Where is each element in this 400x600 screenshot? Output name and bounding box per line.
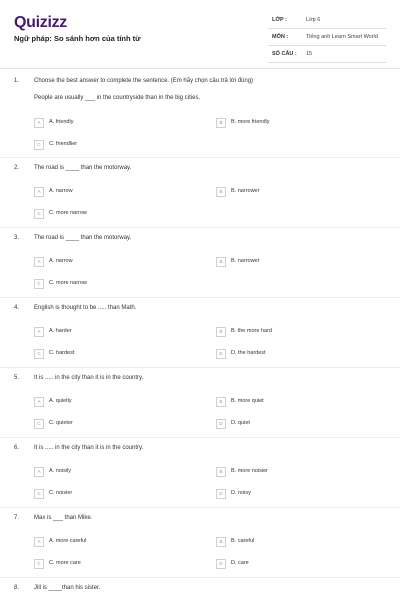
meta-value: Tiếng anh Learn Smart World bbox=[306, 34, 378, 40]
option-letter-box: B bbox=[216, 118, 226, 128]
meta-key: LỚP : bbox=[272, 17, 287, 23]
question-text: Jill is ____than his sister. bbox=[34, 585, 101, 591]
question-number: 3. bbox=[14, 235, 20, 241]
option-letter-box: C bbox=[34, 349, 44, 359]
option-letter-box: B bbox=[216, 257, 226, 267]
option-text: D. quiet bbox=[231, 420, 250, 426]
option-letter-box: A bbox=[34, 397, 44, 407]
option-letter-box: C bbox=[34, 489, 44, 499]
option-text: B. more noisier bbox=[231, 468, 268, 474]
option-letter-box: C bbox=[34, 209, 44, 219]
question-text: English is thought to be ..... than Math. bbox=[34, 305, 137, 311]
question-sentence: People are usually ___ in the countryside than in the big cities. bbox=[34, 95, 201, 101]
option-text: A. more careful bbox=[49, 538, 87, 544]
question-number: 4. bbox=[14, 305, 20, 311]
option-letter-box: C bbox=[34, 559, 44, 569]
option-letter-box: C bbox=[34, 419, 44, 429]
option-letter-box: A bbox=[34, 118, 44, 128]
question-number: 6. bbox=[14, 445, 20, 451]
option-text: C. friendlier bbox=[49, 141, 78, 147]
option-text: A. quietly bbox=[49, 398, 72, 404]
option-text: C. more narrow bbox=[49, 280, 87, 286]
option-text: C. more care bbox=[49, 560, 81, 566]
option-text: B. narrower bbox=[231, 188, 260, 194]
question-divider bbox=[0, 437, 400, 438]
option-text: A. harder bbox=[49, 328, 72, 334]
option-text: D. noisy bbox=[231, 490, 251, 496]
question-divider bbox=[0, 297, 400, 298]
meta-key: SỐ CÂU : bbox=[272, 51, 297, 57]
option-letter-box: C bbox=[34, 279, 44, 289]
option-letter-box: B bbox=[216, 187, 226, 197]
option-letter-box: D bbox=[216, 419, 226, 429]
question-divider bbox=[0, 367, 400, 368]
option-letter-box: A bbox=[34, 257, 44, 267]
option-text: B. careful bbox=[231, 538, 255, 544]
option-text: C. noisier bbox=[49, 490, 73, 496]
meta-value: 15 bbox=[306, 51, 313, 57]
header-divider bbox=[0, 68, 400, 69]
option-letter-box: A bbox=[34, 537, 44, 547]
option-text: D. the hardest bbox=[231, 350, 266, 356]
question-number: 7. bbox=[14, 515, 20, 521]
meta-value: Lớp 6 bbox=[306, 17, 321, 23]
meta-key: MÔN : bbox=[272, 34, 289, 40]
worksheet-title: Ngữ pháp: So sánh hơn của tính từ bbox=[14, 34, 141, 43]
option-letter-box: D bbox=[216, 489, 226, 499]
option-text: B. more friendly bbox=[231, 119, 270, 125]
option-letter-box: B bbox=[216, 467, 226, 477]
question-divider bbox=[0, 157, 400, 158]
question-number: 2. bbox=[14, 165, 20, 171]
worksheet-meta bbox=[268, 12, 386, 63]
option-text: A. narrow bbox=[49, 188, 73, 194]
question-number: 8. bbox=[14, 585, 20, 591]
question-divider bbox=[0, 227, 400, 228]
option-text: C. hardest bbox=[49, 350, 75, 356]
option-letter-box: D bbox=[216, 349, 226, 359]
question-divider bbox=[0, 507, 400, 508]
option-letter-box: D bbox=[216, 559, 226, 569]
option-text: C. more narrow bbox=[49, 210, 87, 216]
option-letter-box: A bbox=[34, 187, 44, 197]
question-text: The road is ____ than the motorway. bbox=[34, 165, 132, 171]
option-text: B. more quiet bbox=[231, 398, 264, 404]
option-letter-box: B bbox=[216, 537, 226, 547]
question-number: 1. bbox=[14, 78, 20, 84]
option-letter-box: A bbox=[34, 467, 44, 477]
question-text: Choose the best answer to complete the sentence. (Em hãy chọn câu trả lời đúng) bbox=[34, 78, 254, 84]
question-number: 5. bbox=[14, 375, 20, 381]
option-letter-box: A bbox=[34, 327, 44, 337]
quizizz-logo: Quizizz bbox=[14, 14, 68, 31]
question-text: It is ..... in the city than it is in the country. bbox=[34, 445, 144, 451]
question-divider bbox=[0, 577, 400, 578]
option-text: A. noisily bbox=[49, 468, 72, 474]
option-letter-box: B bbox=[216, 327, 226, 337]
question-text: It is ..... in the city than it is in the country. bbox=[34, 375, 144, 381]
option-text: D. care bbox=[231, 560, 249, 566]
option-text: C. quieter bbox=[49, 420, 73, 426]
option-text: B. narrower bbox=[231, 258, 260, 264]
meta-row-count bbox=[268, 46, 386, 63]
meta-row-grade bbox=[268, 12, 386, 29]
option-text: A. narrow bbox=[49, 258, 73, 264]
question-text: Max is ___ than Mike. bbox=[34, 515, 93, 521]
option-letter-box: C bbox=[34, 140, 44, 150]
option-letter-box: B bbox=[216, 397, 226, 407]
question-text: The road is ____ than the motorway. bbox=[34, 235, 132, 241]
meta-row-subject bbox=[268, 29, 386, 46]
option-text: B. the more hard bbox=[231, 328, 272, 334]
worksheet-header bbox=[0, 0, 400, 72]
option-text: A. friendly bbox=[49, 119, 74, 125]
